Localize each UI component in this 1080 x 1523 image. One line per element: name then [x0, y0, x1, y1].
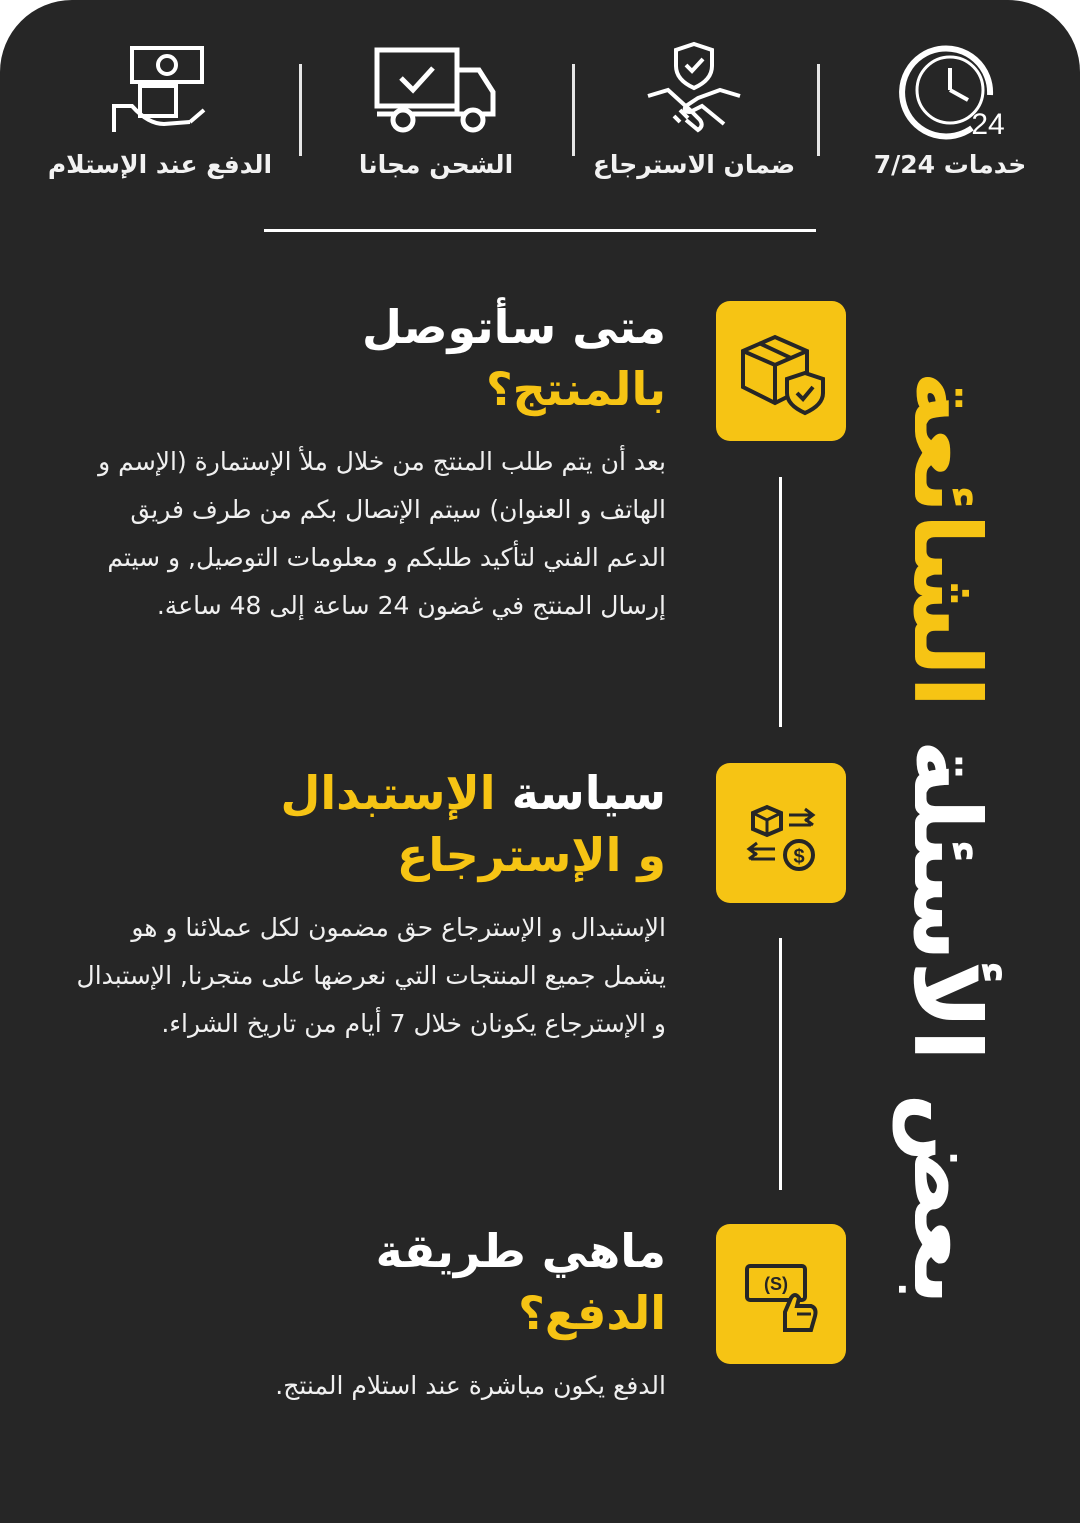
vertical-title [893, 318, 1000, 1358]
faq-delivery-time [66, 296, 666, 630]
feature-label: الشحن مجانا [358, 150, 514, 179]
faq-title [66, 762, 666, 824]
faq-answer: بعد أن يتم طلب المنتج من خلال ملأ الإستمارة (الإسم و الهاتف و العنوان) سيتم الإتصال بكم من طرف فريق الدعم الفني لتأكيد طلبكم و معلومات التوصيل, و سيتم إرسال المنتج في غضون 24 ساعة إلى 48 ساعة. [98, 447, 666, 620]
feature-services-24-7 [830, 40, 1070, 200]
section-connector [779, 477, 782, 727]
faq-title-highlight: الإستبدال [280, 766, 496, 820]
svg-text:24: 24 [971, 108, 1005, 140]
cash-hand-box-icon [100, 40, 220, 140]
handshake-shield-icon [634, 40, 754, 140]
divider [572, 64, 575, 156]
vertical-title-yellow: الشائعة [893, 371, 1000, 708]
divider [299, 64, 302, 156]
delivery-truck-icon [371, 40, 501, 140]
exchange-policy-icon-box [716, 763, 846, 903]
faq-exchange-policy [66, 762, 666, 1048]
faq-answer: الدفع يكون مباشرة عند استلام المنتج. [275, 1371, 666, 1400]
divider [817, 64, 820, 156]
svg-text:$: $ [793, 846, 805, 868]
feature-label: خدمات 7/24 [873, 150, 1027, 179]
faq-answer: الإستبدال و الإسترجاع حق مضمون لكل عملائنا و هو يشمل جميع المنتجات التي نعرضها على متجرنا, الإستبدال و الإسترجاع يكونان خلال 7 أيام من تاريخ الشراء. [76, 913, 666, 1038]
payment-method-icon-box [716, 1224, 846, 1364]
feature-label: الدفع عند الإستلام [47, 150, 273, 179]
exchange-refund-icon [731, 783, 831, 883]
box-shield-icon [731, 321, 831, 421]
feature-cash-on-delivery [40, 40, 280, 200]
cash-payment-icon [731, 1244, 831, 1344]
delivery-question-icon-box [716, 301, 846, 441]
vertical-title-text [893, 371, 1000, 1305]
faq-payment-method [66, 1220, 666, 1410]
svg-text:(S): (S) [763, 1274, 789, 1294]
vertical-title-white: بعض الأسئلة [893, 739, 1000, 1305]
faq-title-white: سياسة [511, 766, 666, 820]
feature-label: ضمان الاسترجاع [592, 150, 796, 179]
faq-title-highlight: الدفع؟ [518, 1286, 666, 1340]
feature-return-guarantee [574, 40, 814, 200]
horizontal-divider [264, 229, 816, 232]
faq-title: ماهي طريقة [375, 1224, 666, 1278]
faq-title: متى سأتوصل [362, 300, 666, 354]
faq-title-highlight-line2: و الإسترجاع [396, 828, 666, 882]
faq-title-highlight: بالمنتج؟ [485, 362, 666, 416]
feature-free-shipping [316, 40, 556, 200]
section-connector [779, 938, 782, 1190]
clock-24-icon [890, 40, 1010, 140]
